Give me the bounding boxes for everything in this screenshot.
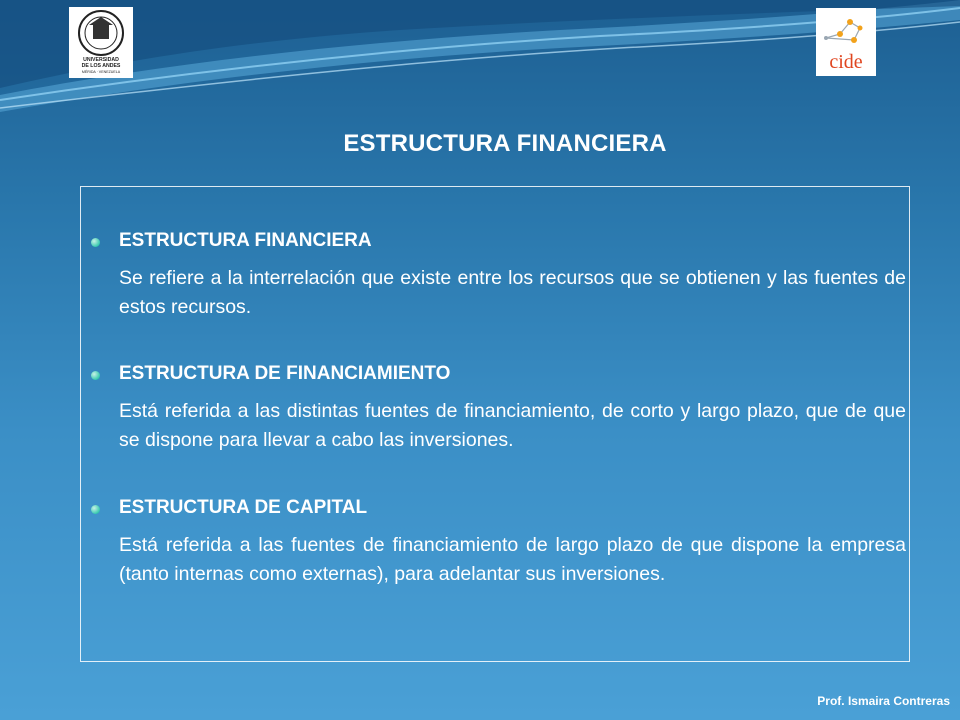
svg-text:cide: cide bbox=[829, 51, 863, 73]
author-credit: Prof. Ismaira Contreras bbox=[817, 694, 950, 708]
item-heading: ESTRUCTURA DE CAPITAL bbox=[119, 497, 368, 518]
cide-logo bbox=[816, 8, 876, 76]
item-heading: ESTRUCTURA DE FINANCIAMIENTO bbox=[119, 363, 451, 384]
svg-text:DE LOS ANDES: DE LOS ANDES bbox=[81, 63, 121, 69]
svg-text:MÉRIDA · VENEZUELA: MÉRIDA · VENEZUELA bbox=[81, 70, 121, 74]
item-text: Está referida a las fuentes de financiamiento de largo plazo de que dispone la empresa (tanto internas como externas), para adelantar sus inversiones. bbox=[119, 534, 906, 585]
bullet-icon bbox=[91, 505, 100, 514]
svg-text:UNIVERSIDAD: UNIVERSIDAD bbox=[83, 57, 119, 63]
university-seal bbox=[69, 7, 133, 78]
bullet-icon bbox=[91, 238, 100, 247]
content-box bbox=[80, 186, 910, 662]
item-text: Se refiere a la interrelación que existe entre los recursos que se obtienen y las fuentes de estos recursos. bbox=[119, 267, 906, 318]
bullet-icon bbox=[91, 371, 100, 380]
slide-title: ESTRUCTURA FINANCIERA bbox=[343, 130, 667, 157]
item-heading: ESTRUCTURA FINANCIERA bbox=[119, 230, 372, 251]
item-text: Está referida a las distintas fuentes de financiamiento, de corto y largo plazo, que de que se dispone para llevar a cabo las inversiones. bbox=[119, 400, 906, 451]
